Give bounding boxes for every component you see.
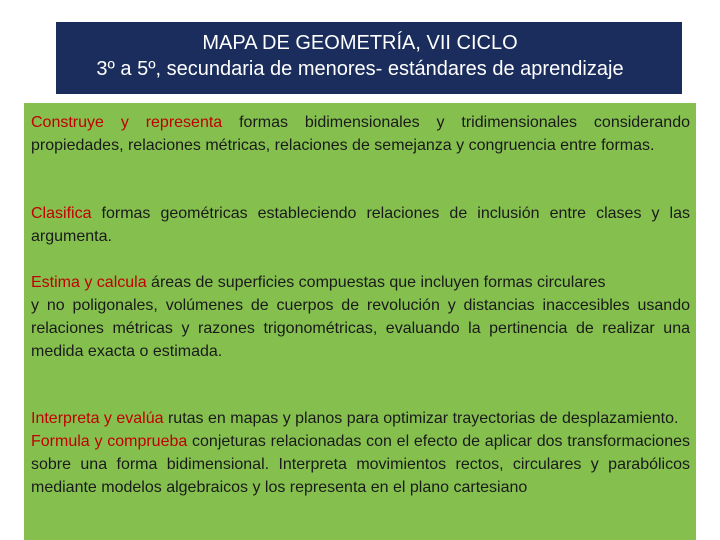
standard-text: áreas de superficies compuestas que incluyen formas circulares bbox=[146, 274, 606, 291]
page-subtitle: 3º a 5º, secundaria de menores- estándares de aprendizaje bbox=[96, 58, 624, 80]
standard-verb: Construye y representa bbox=[31, 114, 223, 131]
page-title: MAPA DE GEOMETRÍA, VII CICLO bbox=[202, 32, 518, 54]
standards-panel bbox=[24, 103, 696, 540]
standard-verb: Estima y calcula bbox=[31, 274, 147, 291]
standard-text: conjeturas relacionadas con el efecto de aplicar dos transformaciones sobre una forma bidimensional. Interpreta movimientos rectos, circulares y parabólicos mediante modelos algebraicos y los representa en el plano cartesiano bbox=[31, 433, 690, 496]
standard-verb: Interpreta y evalúa bbox=[31, 410, 164, 427]
standard-interpreta-formula bbox=[31, 407, 690, 499]
standard-text-continued: y no poligonales, volúmenes de cuerpos de revolución y distancias inaccesibles usando relaciones métricas y razones trigonométricas, evaluando la pertinencia de realizar una medida exacta o estimada. bbox=[31, 297, 690, 360]
standard-verb: Formula y comprueba bbox=[31, 433, 188, 450]
standard-text: rutas en mapas y planos para optimizar trayectorias de desplazamiento. bbox=[163, 410, 679, 427]
standard-construye bbox=[31, 111, 690, 157]
standard-clasifica bbox=[31, 202, 690, 248]
standard-text: formas bidimensionales y tridimensionales considerando propiedades, relaciones métricas, relaciones de semejanza y congruencia entre formas. bbox=[31, 114, 690, 154]
standard-verb: Clasifica bbox=[31, 205, 92, 222]
standard-estima bbox=[31, 271, 690, 363]
standard-text: formas geométricas estableciendo relaciones de inclusión entre clases y las argumenta. bbox=[31, 205, 690, 245]
